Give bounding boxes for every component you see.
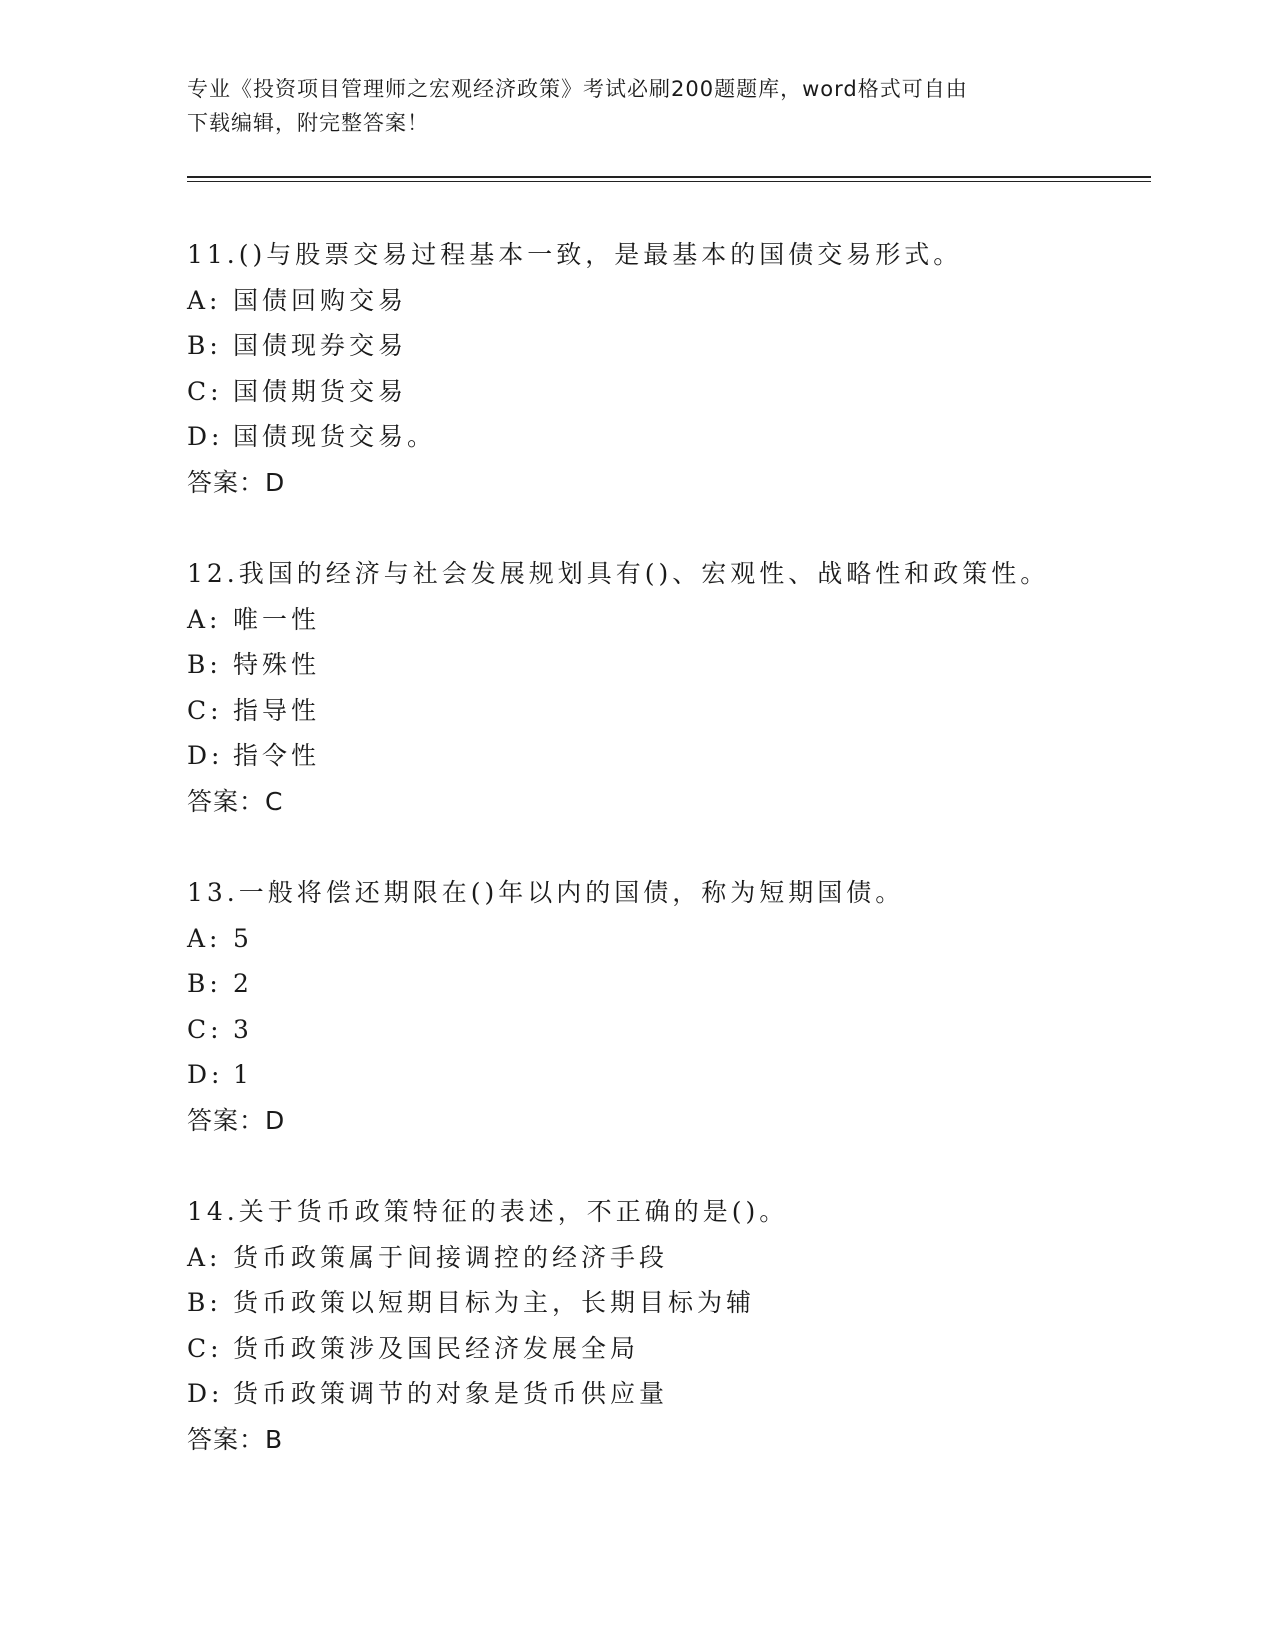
option-text: 指导性 — [233, 695, 321, 725]
option-d — [187, 733, 1147, 779]
option-text: 国债现券交易 — [233, 331, 408, 360]
option-key: C: — [187, 1014, 223, 1044]
option-a — [187, 1235, 1147, 1281]
option-c — [187, 688, 1147, 734]
option-text: 特殊性 — [233, 650, 321, 679]
option-text: 国债现货交易。 — [233, 422, 437, 451]
header-divider — [187, 176, 1151, 182]
option-text: 货币政策涉及国民经济发展全局 — [233, 1333, 640, 1363]
answer-line: 答案：C — [187, 786, 284, 816]
option-text: 货币政策属于间接调控的经济手段 — [233, 1242, 669, 1272]
option-key: B: — [187, 969, 222, 998]
option-text: 5 — [233, 923, 253, 953]
option-key: D: — [187, 741, 224, 770]
option-a — [187, 597, 1147, 643]
answer-line: 答案：D — [187, 1105, 286, 1135]
option-key: A: — [187, 285, 222, 315]
option-key: B: — [187, 331, 222, 360]
option-d — [187, 1371, 1147, 1417]
answer-line: 答案：D — [187, 467, 286, 497]
option-key: C: — [187, 1333, 223, 1363]
header-line-1: 专业《投资项目管理师之宏观经济政策》考试必刷200题题库，word格式可自由 — [187, 77, 968, 101]
option-text: 国债回购交易 — [233, 285, 408, 315]
option-b — [187, 961, 1147, 1007]
option-b — [187, 323, 1147, 369]
option-c — [187, 1326, 1147, 1372]
answer-line: 答案：B — [187, 1424, 284, 1454]
option-a — [187, 916, 1147, 962]
option-c — [187, 369, 1147, 415]
question-block — [187, 232, 1147, 505]
option-d — [187, 414, 1147, 460]
option-key: A: — [187, 1242, 222, 1272]
option-text: 2 — [233, 969, 253, 998]
option-key: D: — [187, 422, 224, 451]
option-key: A: — [187, 923, 222, 953]
question-block — [187, 551, 1147, 824]
question-block — [187, 1189, 1147, 1462]
document-header — [187, 72, 1087, 140]
question-block — [187, 870, 1147, 1143]
option-a — [187, 278, 1147, 324]
option-key: B: — [187, 1288, 222, 1317]
option-text: 唯一性 — [233, 604, 321, 634]
option-text: 国债期货交易 — [233, 376, 408, 406]
question-stem: 12.我国的经济与社会发展规划具有()、宏观性、战略性和政策性。 — [187, 559, 1050, 588]
option-key: D: — [187, 1379, 224, 1408]
option-c — [187, 1007, 1147, 1053]
option-text: 3 — [233, 1014, 253, 1044]
option-key: A: — [187, 604, 222, 634]
option-key: C: — [187, 376, 223, 406]
option-b — [187, 1280, 1147, 1326]
header-line-2: 下载编辑，附完整答案！ — [187, 111, 429, 135]
option-text: 货币政策以短期目标为主，长期目标为辅 — [233, 1288, 756, 1317]
option-d — [187, 1052, 1147, 1098]
option-key: B: — [187, 650, 222, 679]
option-b — [187, 642, 1147, 688]
option-key: D: — [187, 1060, 224, 1089]
question-stem: 11.()与股票交易过程基本一致，是最基本的国债交易形式。 — [187, 240, 963, 269]
question-stem: 13.一般将偿还期限在()年以内的国债，称为短期国债。 — [187, 878, 905, 907]
option-key: C: — [187, 695, 223, 725]
question-stem: 14.关于货币政策特征的表述，不正确的是()。 — [187, 1197, 789, 1226]
option-text: 指令性 — [233, 741, 321, 770]
option-text: 1 — [233, 1060, 253, 1089]
option-text: 货币政策调节的对象是货币供应量 — [233, 1379, 669, 1408]
